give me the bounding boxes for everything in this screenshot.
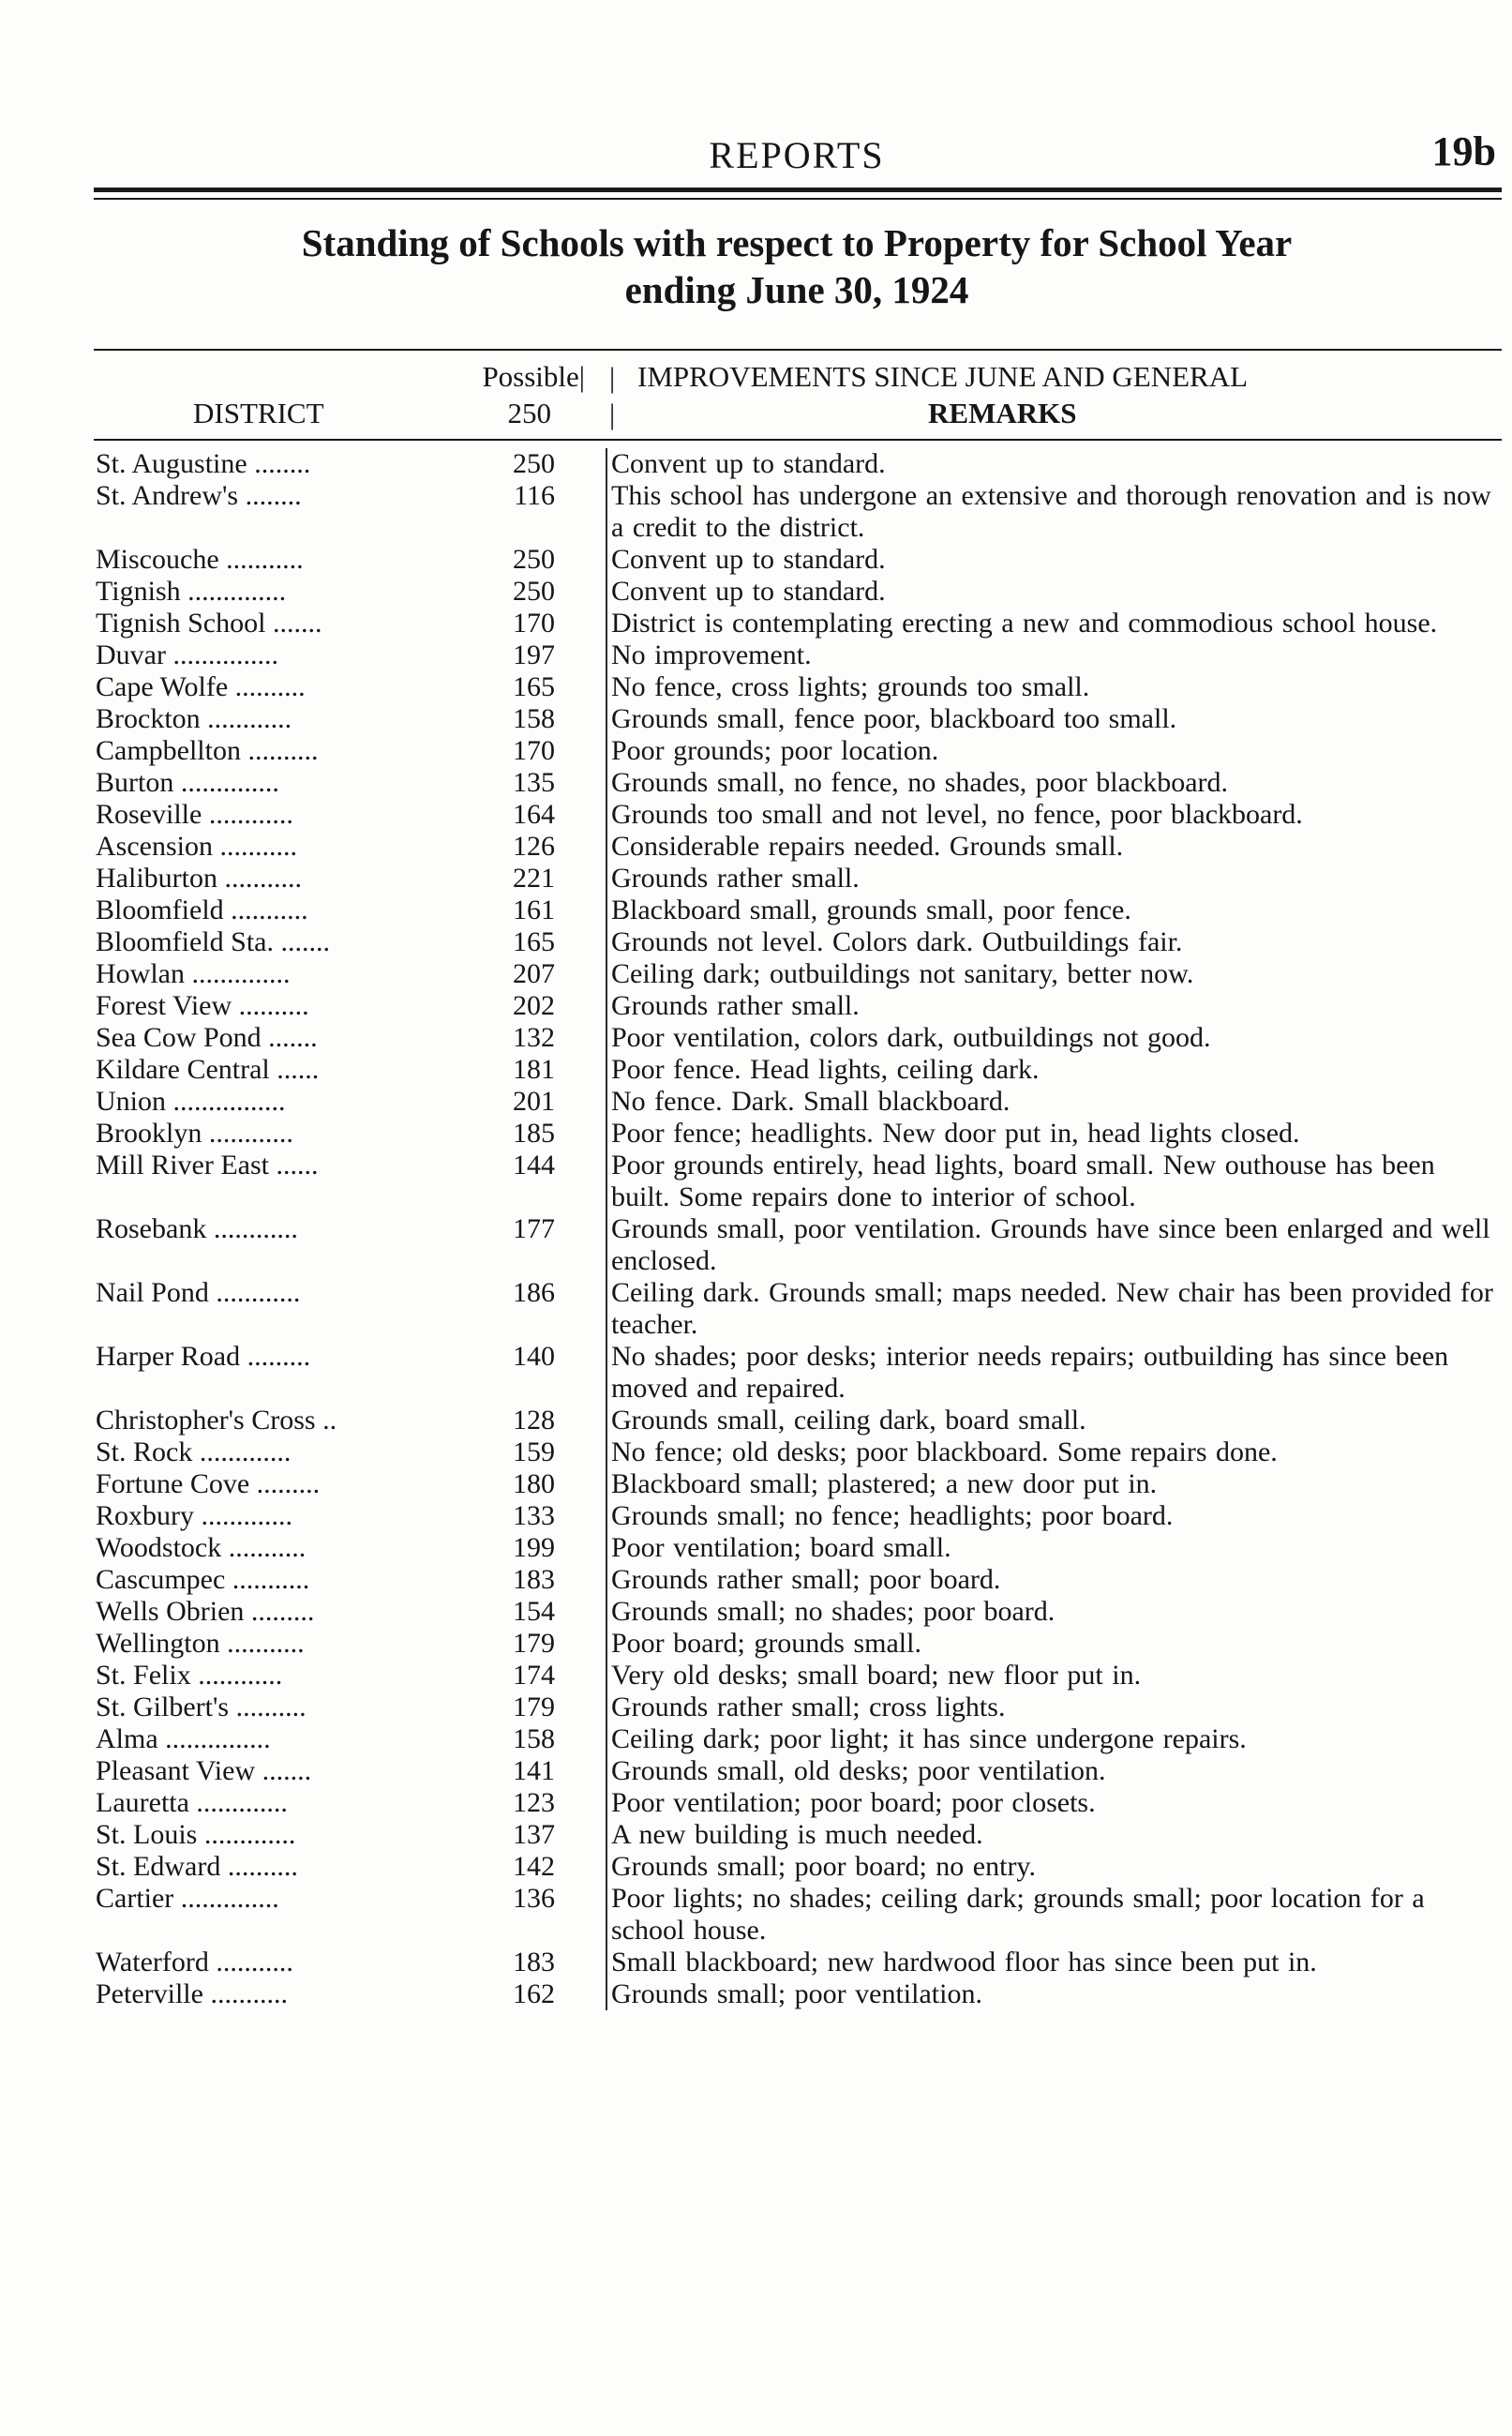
property-score: 165	[513, 926, 555, 957]
table-row	[0, 1692, 1512, 1723]
remarks-text: Poor fence; headlights. New door put in, head lights closed.	[606, 1118, 1502, 1150]
remarks-text: Small blackboard; new hardwood floor has since been put in.	[606, 1947, 1502, 1978]
district-name: Rosebank ............	[96, 1213, 298, 1244]
district-name: Union ................	[96, 1086, 286, 1117]
property-score: 164	[513, 799, 555, 830]
district-name: Christopher's Cross ..	[96, 1405, 337, 1436]
table-row	[0, 1596, 1512, 1628]
remarks-text: Considerable repairs needed. Grounds small.	[606, 831, 1502, 863]
property-score: 136	[513, 1883, 555, 1914]
remarks-text: Grounds small, ceiling dark, board small.	[606, 1405, 1502, 1436]
district-name: Haliburton ...........	[96, 863, 302, 894]
table-row	[0, 448, 1512, 480]
table-row	[0, 703, 1512, 735]
property-score: 202	[513, 990, 555, 1021]
district-name: Burton ..............	[96, 767, 279, 798]
remarks-text: Convent up to standard.	[606, 544, 1502, 576]
district-name: Nail Pond ............	[96, 1277, 301, 1308]
district-name: Campbellton ..........	[96, 735, 319, 766]
remarks-text: Grounds small; no fence; headlights; poor board.	[606, 1500, 1502, 1532]
table-row	[0, 1213, 1512, 1277]
table-row	[0, 1022, 1512, 1054]
property-score: 183	[513, 1564, 555, 1595]
property-score: 128	[513, 1405, 555, 1436]
table-row	[0, 1436, 1512, 1468]
remarks-text: Convent up to standard.	[606, 448, 1502, 480]
remarks-text: No fence. Dark. Small blackboard.	[606, 1086, 1502, 1118]
property-score: 186	[513, 1277, 555, 1308]
table-row	[0, 1755, 1512, 1787]
property-score: 158	[513, 703, 555, 734]
district-name: Lauretta .............	[96, 1787, 288, 1818]
remarks-text: This school has undergone an extensive and thorough renovation and is now a credit to the district.	[606, 480, 1502, 544]
property-score: 132	[513, 1022, 555, 1053]
district-name: Harper Road .........	[96, 1341, 311, 1372]
property-score: 183	[513, 1947, 555, 1977]
remarks-text: A new building is much needed.	[606, 1819, 1502, 1851]
property-score: 161	[513, 895, 555, 925]
table-row	[0, 1054, 1512, 1086]
table-row	[0, 990, 1512, 1022]
property-score: 180	[513, 1468, 555, 1499]
remarks-text: Grounds not level. Colors dark. Outbuildings fair.	[606, 926, 1502, 958]
column-header-district: DISTRICT	[193, 397, 324, 429]
remarks-text: Ceiling dark; poor light; it has since undergone repairs.	[606, 1723, 1502, 1755]
column-divider-mark: |	[609, 398, 616, 430]
header-rule-thin	[94, 198, 1502, 200]
property-score: 162	[513, 1978, 555, 2009]
column-header-remarks-line-1: IMPROVEMENTS SINCE JUNE AND GENERAL	[637, 360, 1249, 393]
district-name: Miscouche ...........	[96, 544, 304, 575]
district-name: Tignish School .......	[96, 608, 322, 639]
remarks-text: Poor ventilation; poor board; poor closets.	[606, 1787, 1502, 1819]
district-name: Bloomfield ...........	[96, 895, 308, 925]
district-name: Bloomfield Sta. .......	[96, 926, 330, 957]
district-name: Sea Cow Pond .......	[96, 1022, 318, 1053]
remarks-text: Grounds rather small; cross lights.	[606, 1692, 1502, 1723]
table-row	[0, 608, 1512, 639]
district-name: Roxbury .............	[96, 1500, 292, 1531]
remarks-text: Poor ventilation, colors dark, outbuildings not good.	[606, 1022, 1502, 1054]
district-name: Brooklyn ............	[96, 1118, 293, 1149]
district-name: Woodstock ...........	[96, 1532, 307, 1563]
remarks-text: Poor grounds entirely, head lights, board small. New outhouse has been built. Some repairs done to interior of school.	[606, 1150, 1502, 1213]
table-row	[0, 958, 1512, 990]
running-head	[94, 128, 1500, 184]
remarks-text: Poor grounds; poor location.	[606, 735, 1502, 767]
remarks-text: Grounds rather small; poor board.	[606, 1564, 1502, 1596]
table-row	[0, 639, 1512, 671]
district-name: Cascumpec ...........	[96, 1564, 310, 1595]
remarks-text: No shades; poor desks; interior needs repairs; outbuilding has since been moved and repaired.	[606, 1341, 1502, 1405]
property-score: 133	[513, 1500, 555, 1531]
district-name: St. Gilbert's ..........	[96, 1692, 307, 1722]
district-name: St. Augustine ........	[96, 448, 311, 479]
table-row	[0, 1883, 1512, 1947]
property-score: 197	[513, 639, 555, 670]
district-name: Waterford ...........	[96, 1947, 293, 1977]
remarks-text: Grounds small; poor board; no entry.	[606, 1851, 1502, 1883]
district-name: Duvar ...............	[96, 639, 278, 670]
remarks-text: Very old desks; small board; new floor put in.	[606, 1660, 1502, 1692]
property-score: 179	[513, 1628, 555, 1659]
property-score: 116	[514, 480, 555, 511]
running-title: REPORTS	[709, 134, 885, 176]
district-name: Kildare Central ......	[96, 1054, 320, 1085]
table-row	[0, 1532, 1512, 1564]
table-row	[0, 1277, 1512, 1341]
header-rule-thick	[94, 188, 1502, 192]
remarks-text: Grounds small, poor ventilation. Grounds have since been enlarged and well enclosed.	[606, 1213, 1502, 1277]
property-score: 141	[513, 1755, 555, 1786]
property-score: 154	[513, 1596, 555, 1627]
remarks-text: Grounds small, old desks; poor ventilation.	[606, 1755, 1502, 1787]
district-name: St. Louis .............	[96, 1819, 296, 1850]
remarks-text: Grounds small, fence poor, blackboard too small.	[606, 703, 1502, 735]
column-header-remarks-line-2: REMARKS	[928, 397, 1077, 429]
district-name: Pleasant View .......	[96, 1755, 312, 1786]
property-score: 158	[513, 1723, 555, 1754]
column-divider-mark: |	[609, 361, 616, 394]
property-score: 199	[513, 1532, 555, 1563]
table-row	[0, 1787, 1512, 1819]
table-row	[0, 831, 1512, 863]
remarks-text: District is contemplating erecting a new and commodious school house.	[606, 608, 1502, 639]
remarks-text: Grounds small; poor ventilation.	[606, 1978, 1502, 2010]
table-row	[0, 863, 1512, 895]
property-score: 137	[513, 1819, 555, 1850]
table-row	[0, 1660, 1512, 1692]
district-name: Forest View ..........	[96, 990, 309, 1021]
table-row	[0, 544, 1512, 576]
remarks-text: Ceiling dark; outbuildings not sanitary, better now.	[606, 958, 1502, 990]
page-number: 19b	[1431, 128, 1496, 174]
table-row	[0, 1628, 1512, 1660]
table-row	[0, 895, 1512, 926]
table-row	[0, 1564, 1512, 1596]
district-name: Mill River East ......	[96, 1150, 319, 1180]
remarks-text: Grounds rather small.	[606, 990, 1502, 1022]
remarks-text: Grounds too small and not level, no fence, poor blackboard.	[606, 799, 1502, 831]
table-row	[0, 671, 1512, 703]
table-row	[0, 1150, 1512, 1213]
district-name: Brockton ............	[96, 703, 292, 734]
remarks-text: Grounds rather small.	[606, 863, 1502, 895]
property-score: 201	[513, 1086, 555, 1117]
table-row	[0, 735, 1512, 767]
remarks-text: Poor board; grounds small.	[606, 1628, 1502, 1660]
property-score: 250	[513, 448, 555, 479]
district-name: Tignish ..............	[96, 576, 287, 607]
table-row	[0, 1947, 1512, 1978]
property-score: 250	[513, 576, 555, 607]
table-row	[0, 480, 1512, 544]
property-score: 221	[513, 863, 555, 894]
table-row	[0, 1468, 1512, 1500]
district-name: Wellington ...........	[96, 1628, 305, 1659]
property-score: 174	[513, 1660, 555, 1691]
table-row	[0, 1086, 1512, 1118]
page-heading	[84, 219, 1509, 313]
school-table	[0, 448, 1512, 2010]
district-name: Peterville ...........	[96, 1978, 288, 2009]
district-name: St. Edward ..........	[96, 1851, 298, 1882]
column-header-possible-value: 250	[507, 397, 551, 429]
remarks-text: No improvement.	[606, 639, 1502, 671]
district-name: Fortune Cove .........	[96, 1468, 321, 1499]
header-bottom-rule	[94, 439, 1502, 441]
remarks-text: Ceiling dark. Grounds small; maps needed. New chair has been provided for teacher.	[606, 1277, 1502, 1341]
property-score: 181	[513, 1054, 555, 1085]
table-row	[0, 1118, 1512, 1150]
district-name: St. Felix ............	[96, 1660, 283, 1691]
district-name: St. Andrew's ........	[96, 480, 302, 511]
property-score: 144	[513, 1150, 555, 1180]
table-row	[0, 576, 1512, 608]
remarks-text: Grounds small, no fence, no shades, poor blackboard.	[606, 767, 1502, 799]
table-row	[0, 1851, 1512, 1883]
district-name: Alma ...............	[96, 1723, 271, 1754]
district-name: Howlan ..............	[96, 958, 291, 989]
property-score: 142	[513, 1851, 555, 1882]
property-score: 250	[513, 544, 555, 575]
column-header-possible: Possible|	[482, 360, 585, 393]
district-name: Cartier ..............	[96, 1883, 279, 1914]
remarks-text: No fence, cross lights; grounds too small.	[606, 671, 1502, 703]
remarks-text: Poor lights; no shades; ceiling dark; grounds small; poor location for a school house.	[606, 1883, 1502, 1947]
district-name: St. Rock .............	[96, 1436, 292, 1467]
table-row	[0, 926, 1512, 958]
property-score: 185	[513, 1118, 555, 1149]
property-score: 165	[513, 671, 555, 702]
property-score: 135	[513, 767, 555, 798]
remarks-text: Blackboard small; plastered; a new door put in.	[606, 1468, 1502, 1500]
property-score: 170	[513, 735, 555, 766]
district-name: Ascension ...........	[96, 831, 297, 862]
property-score: 140	[513, 1341, 555, 1372]
district-name: Wells Obrien .........	[96, 1596, 315, 1627]
table-row	[0, 1723, 1512, 1755]
district-name: Roseville ............	[96, 799, 293, 830]
heading-line-2: ending June 30, 1924	[624, 268, 969, 311]
remarks-text: Grounds small; no shades; poor board.	[606, 1596, 1502, 1628]
district-name: Cape Wolfe ..........	[96, 671, 306, 702]
property-score: 177	[513, 1213, 555, 1244]
property-score: 126	[513, 831, 555, 862]
table-row	[0, 1978, 1512, 2010]
heading-line-1: Standing of Schools with respect to Property for School Year	[301, 221, 1293, 264]
table-top-rule	[94, 349, 1502, 351]
property-score: 159	[513, 1436, 555, 1467]
remarks-text: Poor ventilation; board small.	[606, 1532, 1502, 1564]
table-row	[0, 1341, 1512, 1405]
remarks-text: No fence; old desks; poor blackboard. Some repairs done.	[606, 1436, 1502, 1468]
table-row	[0, 1819, 1512, 1851]
table-row	[0, 1405, 1512, 1436]
table-row	[0, 767, 1512, 799]
property-score: 123	[513, 1787, 555, 1818]
table-row	[0, 799, 1512, 831]
property-score: 179	[513, 1692, 555, 1722]
remarks-text: Poor fence. Head lights, ceiling dark.	[606, 1054, 1502, 1086]
property-score: 207	[513, 958, 555, 989]
remarks-text: Convent up to standard.	[606, 576, 1502, 608]
table-row	[0, 1500, 1512, 1532]
remarks-text: Blackboard small, grounds small, poor fence.	[606, 895, 1502, 926]
property-score: 170	[513, 608, 555, 639]
